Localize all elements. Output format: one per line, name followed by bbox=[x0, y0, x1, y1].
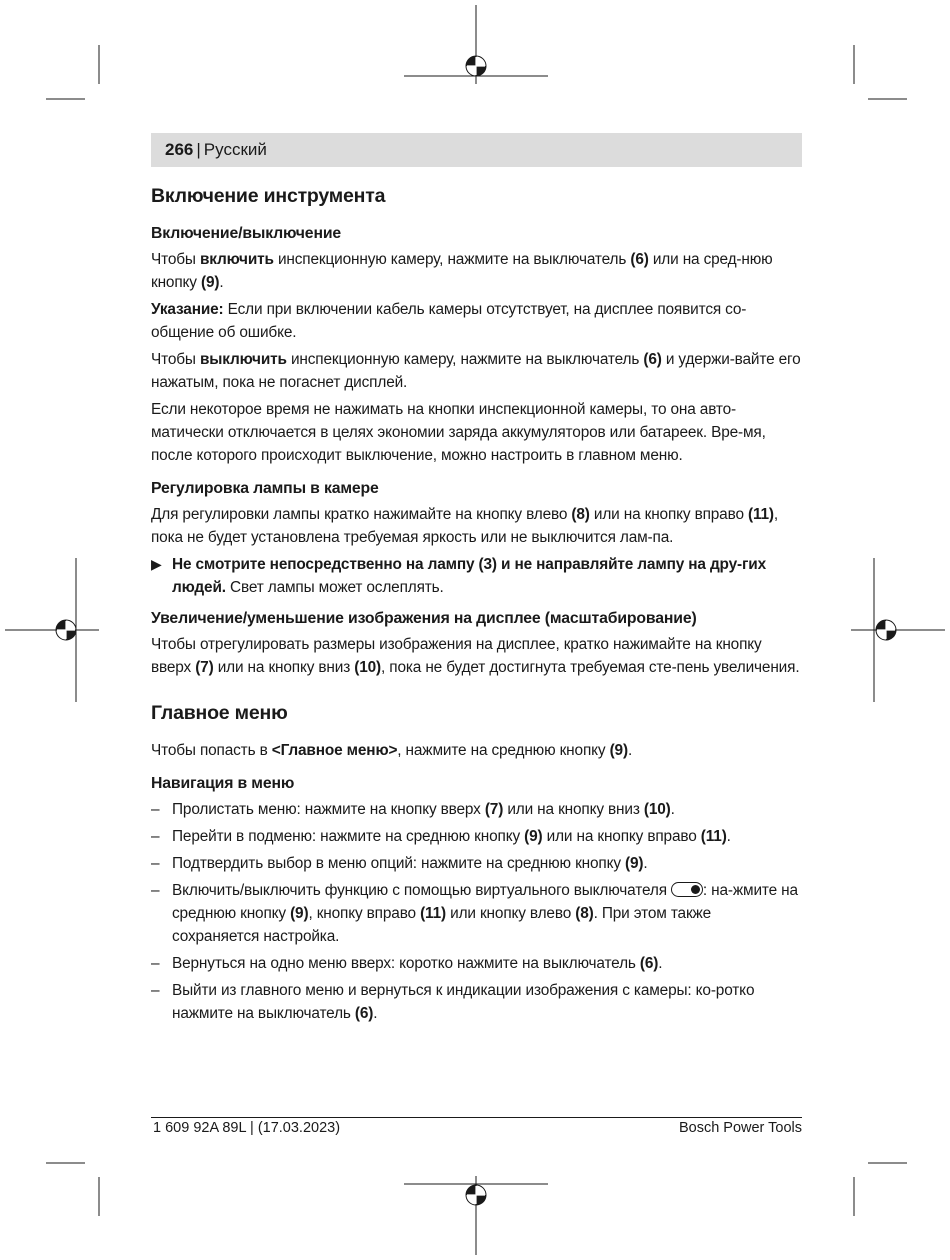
footer-doc-id: 1 609 92A 89L | (17.03.2023) bbox=[153, 1120, 341, 1136]
subsection-title-onoff: Включение/выключение bbox=[151, 225, 342, 242]
paragraph-zoom: Чтобы отрегулировать размеры изображения на дисплее, кратко нажимайте на кнопку вверх (7) или на кнопку вниз (10), пока не будет достигнута требуемая сте-пень увеличения. bbox=[151, 636, 800, 676]
paragraph-auto-off: Если некоторое время не нажимать на кнопки инспекционной камеры, то она авто-матически отключается в целях экономии заряда аккумуляторов или батареек. Вре-мя, после которого происходит выключение, можно настроить в главном меню. bbox=[151, 401, 766, 464]
warning-triangle-icon: ▶ bbox=[151, 556, 162, 572]
paragraph-note: Указание: Если при включении кабель камеры отсутствует, на дисплее появится со-общение об ошибке. bbox=[151, 301, 747, 341]
paragraph-switch-on: Чтобы включить инспекционную камеру, нажмите на выключатель (6) или на сред-нюю кнопку (9). bbox=[151, 251, 773, 291]
page-content bbox=[151, 182, 802, 1029]
subsection-title-nav: Навигация в меню bbox=[151, 775, 295, 792]
warning-lamp: ▶ Не смотрите непосредственно на лампу (3) и не направляйте лампу на дру-гих людей. Свет лампы может ослеплять. bbox=[151, 553, 802, 599]
paragraph-main-menu: Чтобы попасть в <Главное меню>, нажмите на среднюю кнопку (9). bbox=[151, 742, 633, 759]
list-item: – Перейти в подменю: нажмите на среднюю кнопку (9) или на кнопку вправо (11). bbox=[151, 828, 731, 845]
subsection-title-lamp: Регулировка лампы в камере bbox=[151, 480, 379, 497]
nav-list bbox=[151, 798, 802, 1025]
list-item: – Пролистать меню: нажмите на кнопку вверх (7) или на кнопку вниз (10). bbox=[151, 801, 675, 818]
page-number: 266 bbox=[165, 140, 194, 159]
paragraph-switch-off: Чтобы выключить инспекционную камеру, нажмите на выключатель (6) и удержи-вайте его нажатым, пока не погаснет дисплей. bbox=[151, 351, 801, 391]
footer-brand: Bosch Power Tools bbox=[678, 1120, 802, 1136]
footer-rule bbox=[151, 1117, 802, 1118]
paragraph-lamp: Для регулировки лампы кратко нажимайте на кнопку влево (8) или на кнопку вправо (11), пока не будет установлена требуемая яркость или не выключится лам-па. bbox=[151, 506, 779, 546]
section-title-switch-on: Включение инструмента bbox=[151, 185, 386, 207]
list-item: – Вернуться на одно меню вверх: коротко нажмите на выключатель (6). bbox=[151, 955, 663, 972]
header-language: Русский bbox=[203, 140, 267, 159]
page-header bbox=[151, 133, 802, 167]
header-separator: | bbox=[196, 140, 201, 159]
toggle-switch-icon bbox=[671, 882, 703, 897]
section-title-main-menu: Главное меню bbox=[151, 702, 288, 724]
list-item: – Включить/выключить функцию с помощью виртуального выключателя : на-жмите на среднюю кнопку (9), кнопку вправо (11) или кнопку влево (8). При этом также сохраняется настройка. bbox=[151, 882, 798, 945]
list-item: – Выйти из главного меню и вернуться к индикации изображения с камеры: ко-ротко нажмите на выключатель (6). bbox=[151, 982, 755, 1022]
list-item: – Подтвердить выбор в меню опций: нажмите на среднюю кнопку (9). bbox=[151, 855, 648, 872]
subsection-title-zoom: Увеличение/уменьшение изображения на дисплее (масштабирование) bbox=[151, 610, 697, 627]
